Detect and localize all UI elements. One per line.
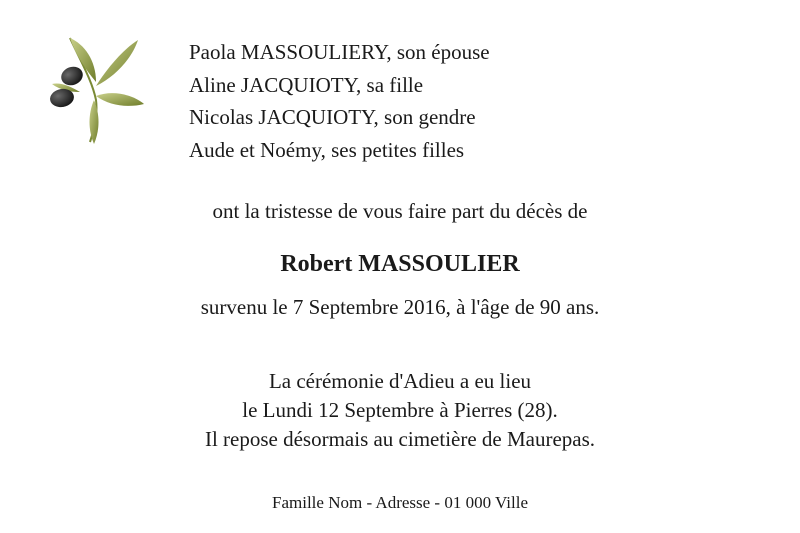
deceased-name: Robert MASSOULIER [280,251,520,277]
death-info: survenu le 7 Septembre 2016, à l'âge de 90 ans. [200,295,600,319]
family-list [189,36,490,166]
ceremony-line: le Lundi 12 Septembre à Pierres (28). [242,398,558,422]
family-member-line: Paola MASSOULIERY, son épouse [189,40,490,64]
announcement-text: ont la tristesse de vous faire part du décès de [212,199,588,223]
family-member-line: Aude et Noémy, ses petites filles [189,137,465,162]
family-member-line: Aline JACQUIOTY, sa fille [189,72,424,97]
ceremony-info [0,367,800,454]
ceremony-line: Il repose désormais au cimetière de Maurepas. [204,427,596,451]
ceremony-line: La cérémonie d'Adieu a eu lieu [268,369,532,393]
footer-address: Famille Nom - Adresse - 01 000 Ville [272,493,528,512]
family-member-line: Nicolas JACQUIOTY, son gendre [189,105,476,129]
olive-branch-icon [40,30,152,150]
